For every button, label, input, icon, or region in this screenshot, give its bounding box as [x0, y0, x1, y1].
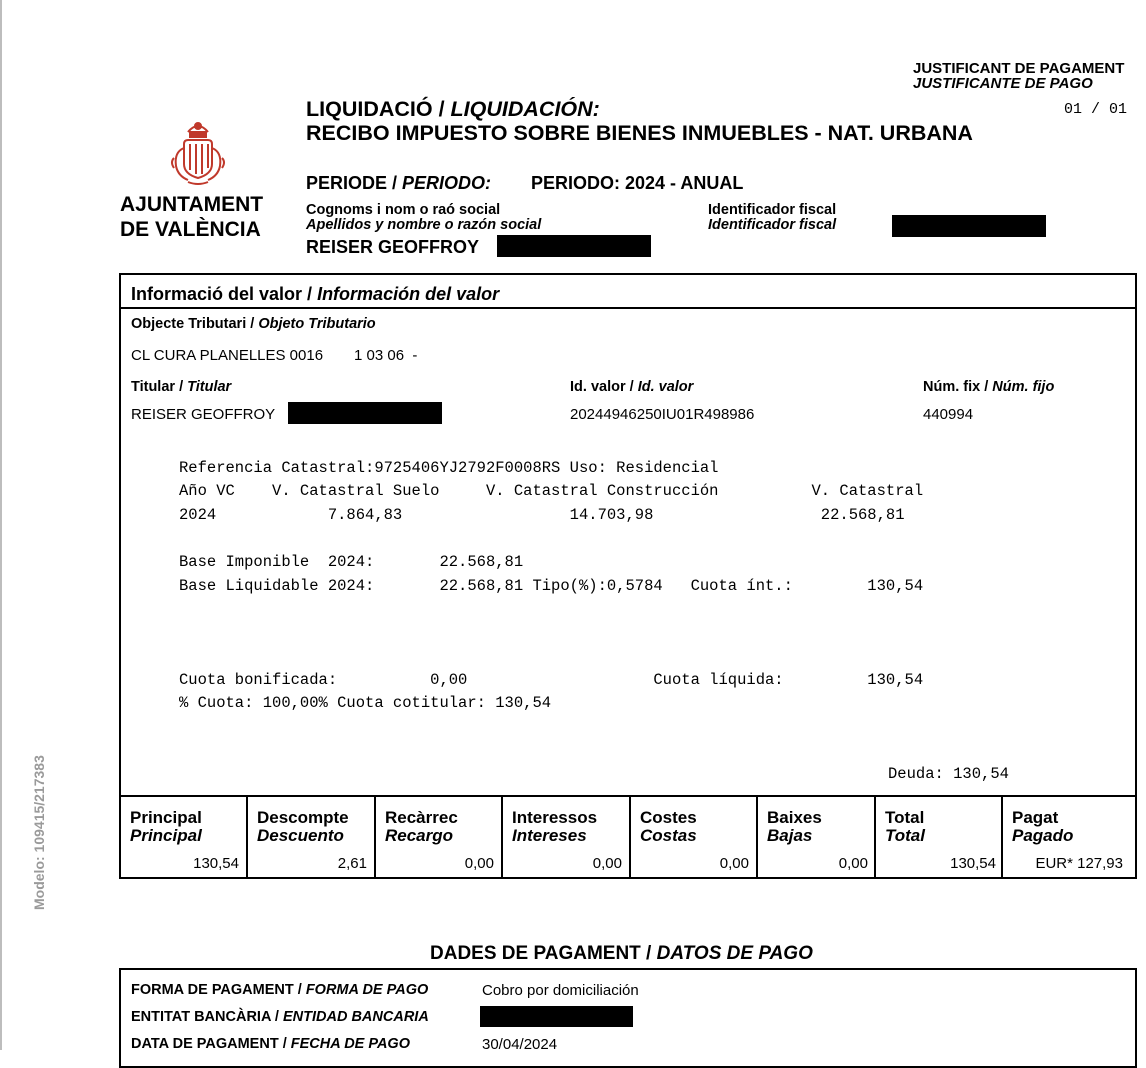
valor-es: Información del valor: [317, 284, 500, 304]
detail-cuota-bonificada: Cuota bonificada: 0,00 Cuota líquida: 130,54: [179, 671, 924, 689]
totals-top-rule: [119, 795, 1137, 797]
total-value-pagat: EUR* 127,93: [1035, 855, 1123, 872]
objecte-ca: Objecte Tributari /: [131, 316, 255, 332]
fiscal-label-ca: Identificador fiscal: [708, 202, 837, 218]
detail-base-liquidable: Base Liquidable 2024: 22.568,81 Tipo(%):0,5784 Cuota ínt.: 130,54: [179, 577, 924, 595]
total-cell-baixes: [767, 809, 822, 845]
total-label-ca: Interessos: [512, 808, 598, 827]
redacted-name: [497, 235, 651, 257]
numfix-ca: Núm. fix /: [923, 379, 989, 395]
total-label-ca: Descompte: [257, 808, 349, 827]
total-cell-pagat: [1012, 809, 1073, 845]
entitat-ca: ENTITAT BANCÀRIA /: [131, 1009, 279, 1025]
taxpayer-name: REISER GEOFFROY: [306, 237, 480, 257]
numfix-label: [923, 379, 1054, 395]
total-label-ca: Recàrrec: [385, 808, 458, 827]
idvalor-label: [570, 379, 693, 395]
data-pago-value: 30/04/2024: [482, 1036, 558, 1053]
idvalor-ca: Id. valor /: [570, 379, 634, 395]
total-label-ca: Total: [885, 808, 925, 827]
forma-value: Cobro por domiciliación: [482, 982, 639, 999]
modelo-side-label: Modelo: 109415/217383: [31, 755, 47, 910]
total-label-es: Pagado: [1012, 826, 1074, 845]
titular-label: [131, 379, 231, 395]
periode-value: PERIODO: 2024 - ANUAL: [531, 173, 744, 193]
redacted-entitat: [480, 1006, 633, 1027]
total-label-es: Recargo: [385, 826, 454, 845]
idvalor-value: 20244946250IU01R498986: [570, 406, 755, 423]
total-value-recarrec: 0,00: [464, 855, 494, 872]
total-label-ca: Principal: [130, 808, 202, 827]
pago-title-es: DATOS DE PAGO: [656, 943, 813, 964]
entitat-label: [131, 1009, 429, 1025]
name-label-es: Apellidos y nombre o razón social: [306, 217, 542, 233]
detail-cuota-cotitular: % Cuota: 100,00% Cuota cotitular: 130,54: [179, 694, 552, 712]
property-code: 1 03 06 -: [354, 347, 418, 364]
objecte-es: Objeto Tributario: [258, 316, 376, 332]
total-value-descompte: 2,61: [337, 855, 367, 872]
liquidacio-title: [306, 97, 600, 122]
valor-header-rule: [119, 307, 1137, 309]
logo-line-2: DE VALÈNCIA: [120, 218, 261, 241]
page-counter: 01 / 01: [1064, 101, 1128, 118]
detail-base-imponible: Base Imponible 2024: 22.568,81: [179, 553, 524, 571]
total-cell-principal: [130, 809, 202, 845]
page-left-edge: [0, 0, 2, 1050]
periode-label: [306, 173, 491, 194]
data-es: FECHA DE PAGO: [290, 1036, 410, 1052]
objecte-label: [131, 316, 376, 332]
total-label-es: Descuento: [257, 826, 344, 845]
justificant-ca: JUSTIFICANT DE PAGAMENT: [913, 60, 1125, 77]
titular-ca: Titular /: [131, 379, 184, 395]
forma-ca: FORMA DE PAGAMENT /: [131, 982, 302, 998]
numfix-value: 440994: [923, 406, 974, 423]
fiscal-label-es: Identificador fiscal: [708, 217, 837, 233]
detail-catastral-ref: Referencia Catastral:9725406YJ2792F0008RS Uso: Residencial: [179, 459, 719, 477]
total-cell-interessos: [512, 809, 597, 845]
total-label-es: Bajas: [767, 826, 813, 845]
total-label-es: Costas: [640, 826, 697, 845]
crest-logo-icon: [166, 118, 230, 188]
liq-ca: LIQUIDACIÓ /: [306, 97, 445, 121]
total-cell-descompte: [257, 809, 349, 845]
pago-title-ca: DADES DE PAGAMENT /: [430, 943, 652, 964]
periode-es: PERIODO:: [402, 173, 492, 193]
total-label-ca: Baixes: [767, 808, 822, 827]
logo-line-1: AJUNTAMENT: [120, 193, 264, 216]
justificant-es: JUSTIFICANTE DE PAGO: [913, 75, 1093, 92]
valor-section-title: [131, 284, 499, 305]
redacted-fiscal-id: [892, 215, 1046, 237]
liq-es: LIQUIDACIÓN:: [450, 97, 600, 121]
forma-es: FORMA DE PAGO: [305, 982, 429, 998]
total-label-ca: Pagat: [1012, 808, 1059, 827]
data-ca: DATA DE PAGAMENT /: [131, 1036, 287, 1052]
detail-columns-values: 2024 7.864,83 14.703,98 22.568,81: [179, 506, 905, 524]
total-value-interessos: 0,00: [592, 855, 622, 872]
total-value-costes: 0,00: [719, 855, 749, 872]
name-label-ca: Cognoms i nom o raó social: [306, 202, 501, 218]
numfix-es: Núm. fijo: [992, 379, 1055, 395]
valor-ca: Informació del valor /: [131, 284, 313, 304]
pago-section-title: [430, 943, 813, 965]
titular-es: Titular: [187, 379, 232, 395]
total-cell-costes: [640, 809, 697, 845]
periode-ca: PERIODE /: [306, 173, 398, 193]
total-value-total: 130,54: [950, 855, 996, 872]
property-address: CL CURA PLANELLES 0016: [131, 347, 324, 364]
total-label-ca: Costes: [640, 808, 697, 827]
forma-label: [131, 982, 428, 998]
total-cell-total: [885, 809, 925, 845]
total-cell-recarrec: [385, 809, 458, 845]
titular-value: REISER GEOFFROY: [131, 406, 276, 423]
total-label-es: Total: [885, 826, 925, 845]
idvalor-es: Id. valor: [637, 379, 694, 395]
deuda-total: Deuda: 130,54: [888, 765, 1009, 783]
redacted-titular: [288, 402, 442, 424]
detail-columns-header: Año VC V. Catastral Suelo V. Catastral Construcción V. Catastral: [179, 482, 924, 500]
total-value-baixes: 0,00: [838, 855, 868, 872]
total-label-es: Principal: [130, 826, 202, 845]
total-label-es: Intereses: [512, 826, 587, 845]
total-value-principal: 130,54: [193, 855, 239, 872]
receipt-title: RECIBO IMPUESTO SOBRE BIENES INMUEBLES - NAT. URBANA: [306, 121, 973, 145]
entitat-es: ENTIDAD BANCARIA: [282, 1009, 429, 1025]
